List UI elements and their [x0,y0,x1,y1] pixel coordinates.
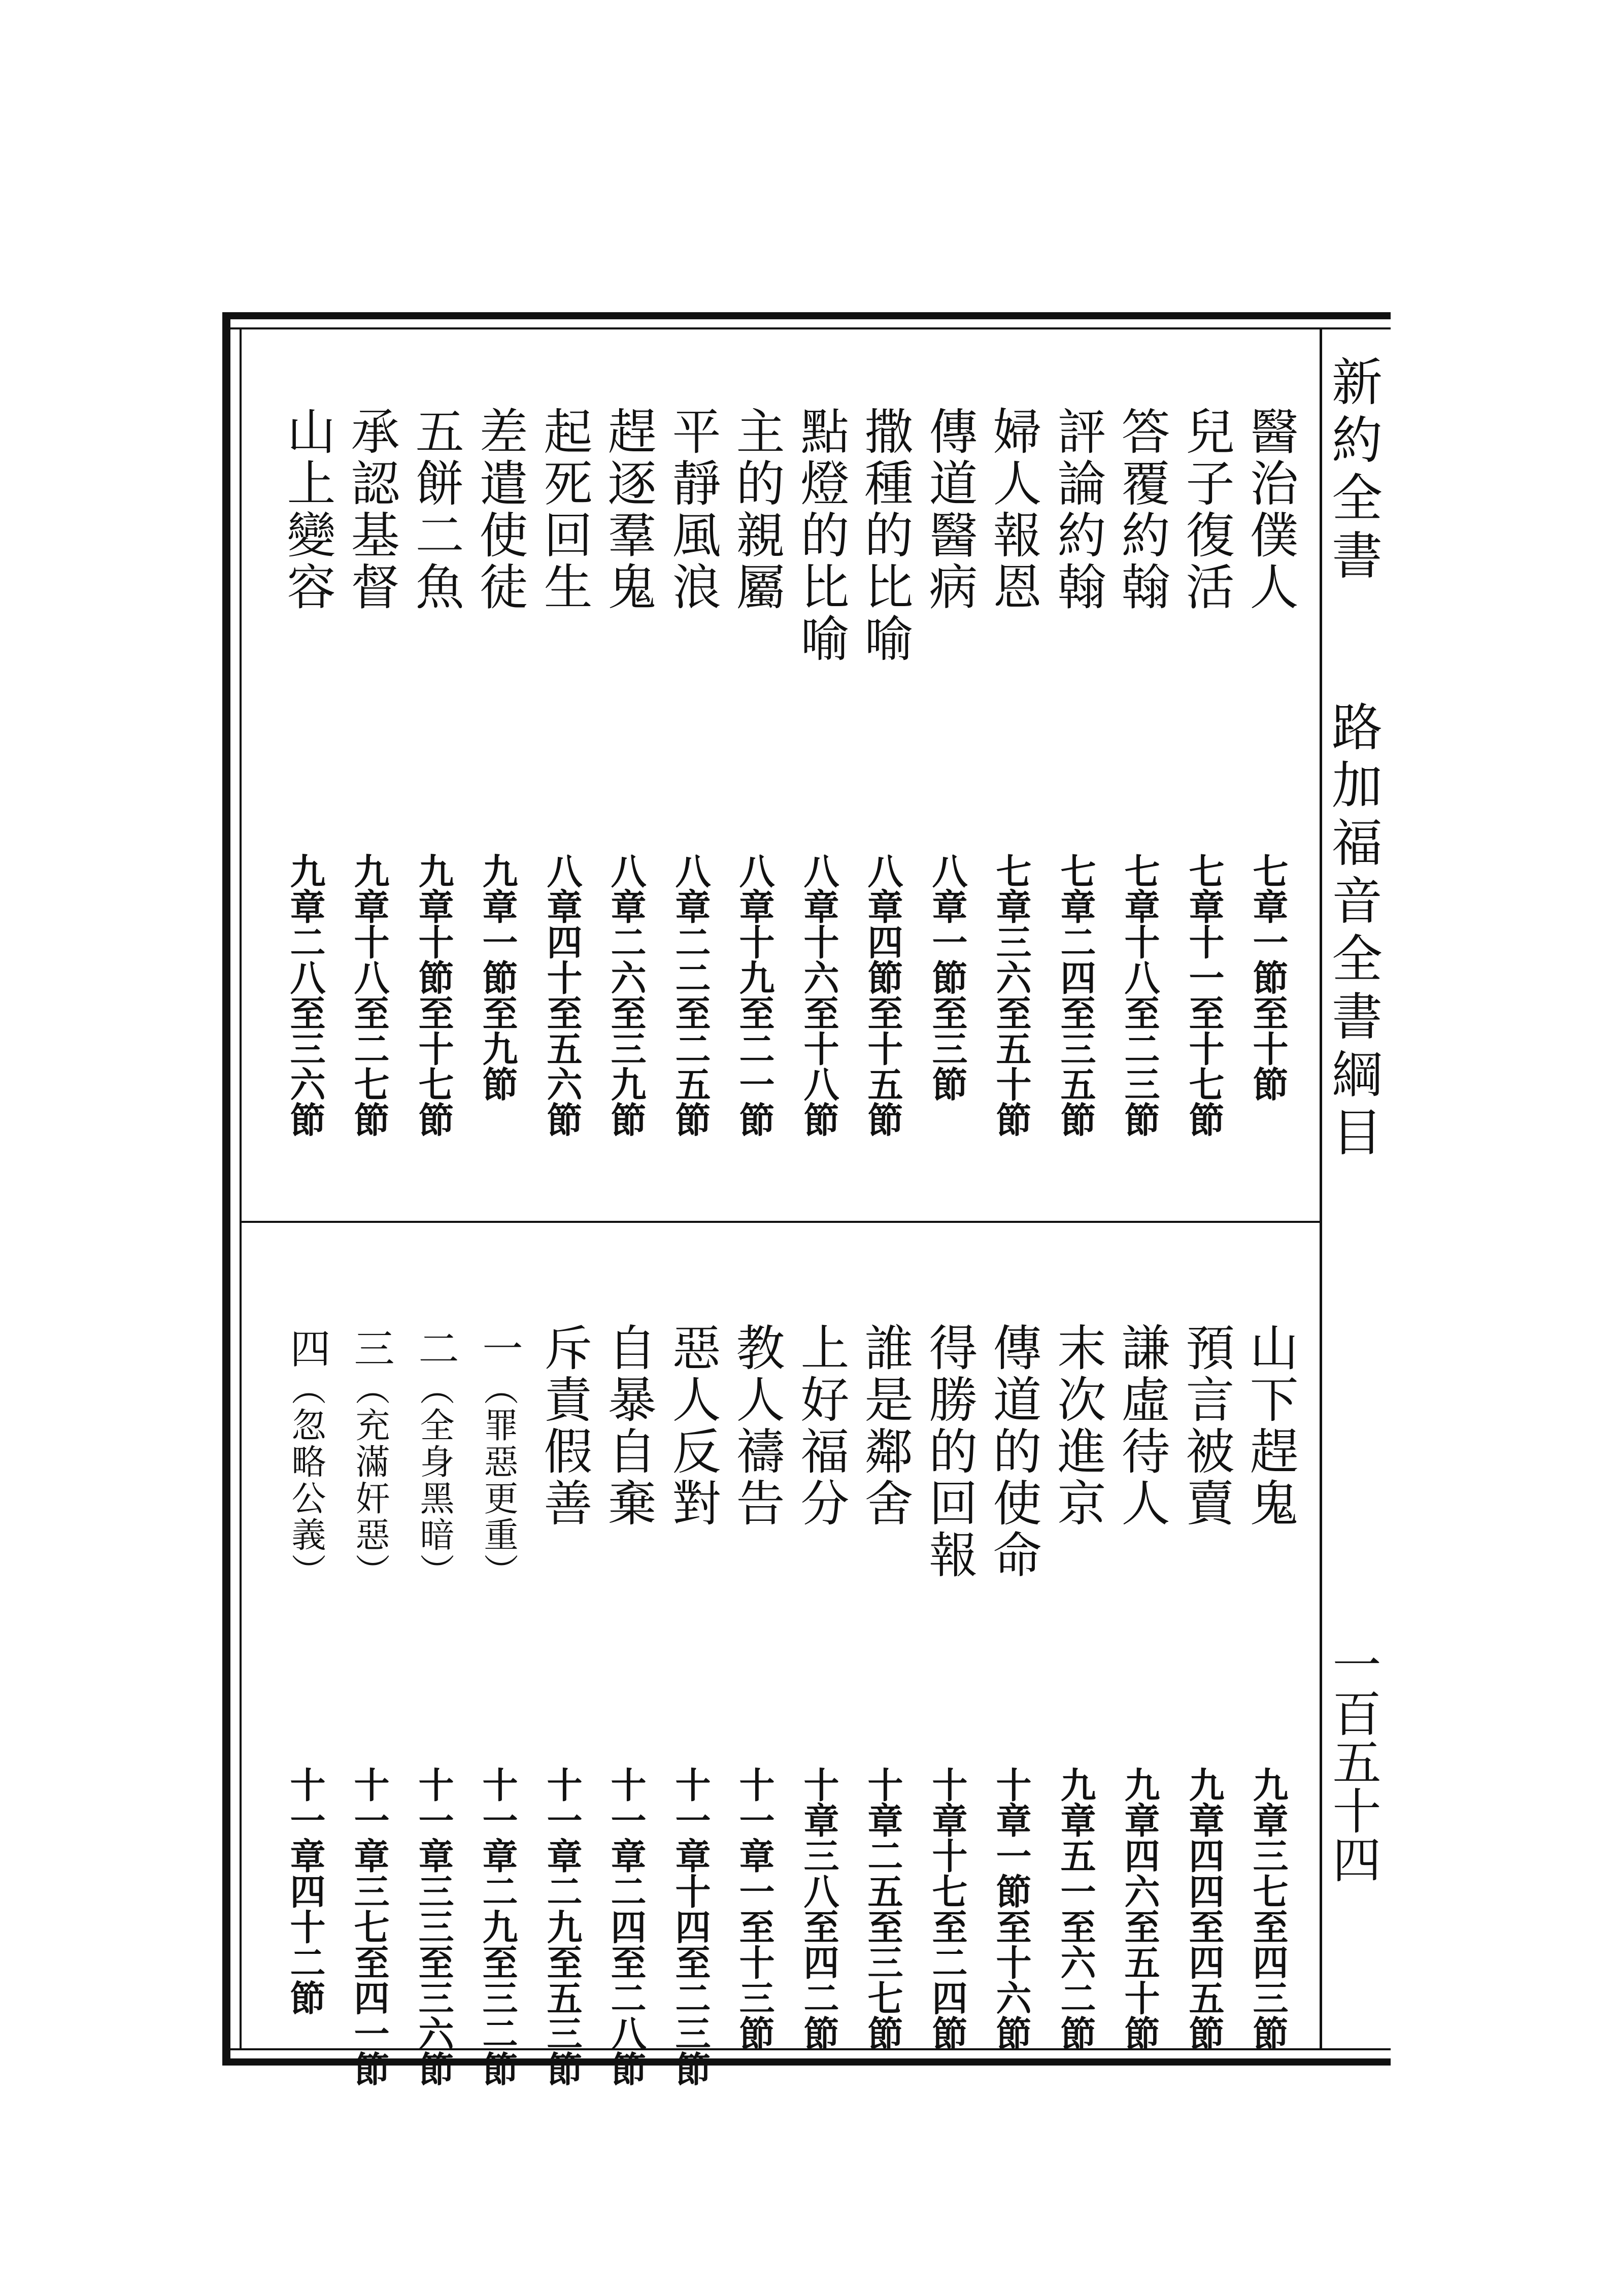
lower-entry-topic: 教人禱告 [728,1322,785,1529]
upper-entry-reference: 八章十九至二一節 [733,853,776,1137]
lower-entry-reference: 十章三八至四二節 [798,1767,840,2051]
book-title: 新約全書 [1323,355,1383,587]
upper-entry-topic: 差遣使徒 [471,406,528,613]
upper-entry-topic: 山上變容 [279,406,336,613]
upper-entry-reference: 七章二四至三五節 [1055,853,1097,1137]
upper-entry-topic: 起死回生 [536,406,593,613]
lower-entry-reference: 十一章三三至三六節 [413,1767,455,2086]
upper-entry-reference: 七章十一至十七節 [1183,853,1225,1137]
lower-entry-reference: 九章三七至四三節 [1247,1767,1289,2051]
lower-entry-topic: 山下趕鬼 [1242,1322,1299,1529]
upper-entry-topic: 醫治僕人 [1242,406,1299,613]
lower-entry-topic: 末次進京 [1050,1322,1106,1529]
section-title: 路加福音全書綱目 [1323,701,1383,1163]
upper-entry-reference: 八章二六至三九節 [605,853,647,1137]
header-divider [1320,327,1322,2050]
upper-entry-topic: 主的親屬 [728,406,785,613]
upper-entry-topic: 婦人報恩 [985,406,1042,613]
upper-entry-reference: 八章四節至十五節 [862,853,904,1137]
upper-entry-reference: 九章十八至二七節 [348,853,390,1137]
upper-entry-reference: 九章二八至三六節 [284,853,326,1137]
frame-bottom-rule [223,2058,1391,2066]
lower-entry-reference: 九章五一至六二節 [1055,1767,1097,2051]
frame-top-rule [223,312,1391,319]
lower-entry-reference: 十一章二四至二八節 [605,1767,647,2086]
upper-entry-topic: 趕逐羣鬼 [600,406,657,613]
upper-entry-topic: 承認基督 [343,406,400,613]
frame-left-rule [222,312,230,2066]
upper-entry-topic: 評論約翰 [1050,406,1106,613]
lower-entry-topic: 預言被賣 [1178,1322,1235,1529]
upper-entry-topic: 兒子復活 [1178,406,1235,613]
frame-top-rule-inner [223,327,1391,329]
upper-entry-reference: 七章十八至二三節 [1119,853,1161,1137]
lower-entry-numeral: 一 [476,1327,523,1368]
lower-entry-reference: 九章四四至四五節 [1183,1767,1225,2051]
lower-entry-reference: 十一章四十二節 [284,1767,326,2015]
lower-entry-reference: 十一章三七至四一節 [348,1767,390,2086]
lower-entry-reference: 十一章一至十三節 [733,1767,776,2051]
lower-entry-numeral: 四 [283,1327,330,1368]
page-number: 一百五十四 [1325,1640,1382,1883]
upper-entry-reference: 八章四十至五六節 [541,853,583,1137]
middle-divider [242,1221,1320,1223]
lower-entry-topic: 誰是鄰舍 [857,1322,914,1529]
lower-entry-topic: 謙虛待人 [1114,1322,1170,1529]
lower-entry-topic: 斥責假善 [536,1322,593,1529]
upper-entry-topic: 答覆約翰 [1114,406,1170,613]
lower-entry-reference: 十章一節至十六節 [990,1767,1032,2051]
lower-entry-numeral: 三 [347,1327,394,1368]
upper-entry-reference: 八章十六至十八節 [798,853,840,1137]
lower-entry-reference: 十一章二九至三二節 [477,1767,519,2086]
lower-entry-topic: （全身黑暗） [414,1371,454,1590]
lower-entry-reference: 十章十七至二四節 [926,1767,968,2051]
lower-entry-topic: 上好福分 [793,1322,850,1529]
lower-entry-reference: 九章四六至五十節 [1119,1767,1161,2051]
upper-entry-reference: 九章十節至十七節 [413,853,455,1137]
lower-entry-numeral: 二 [412,1327,459,1368]
upper-entry-reference: 九章一節至九節 [477,853,519,1102]
frame-left-rule-inner [240,327,242,2050]
lower-entry-topic: （忽略公義） [286,1371,326,1590]
lower-entry-reference: 十章二五至三七節 [862,1767,904,2051]
upper-entry-topic: 傳道醫病 [921,406,978,613]
lower-entry-topic: 自暴自棄 [600,1322,657,1529]
lower-entry-reference: 十一章二九至五三節 [541,1767,583,2086]
upper-entry-reference: 七章一節至十節 [1247,853,1289,1102]
lower-entry-reference: 十一章十四至二三節 [669,1767,712,2086]
lower-entry-topic: 得勝的回報 [921,1322,978,1581]
lower-entry-topic: 傳道的使命 [985,1322,1042,1581]
upper-entry-topic: 點燈的比喻 [793,406,850,665]
upper-entry-reference: 七章三六至五十節 [990,853,1032,1137]
upper-entry-reference: 八章二二至二五節 [669,853,712,1137]
lower-entry-topic: （罪惡更重） [478,1371,518,1590]
lower-entry-topic: （充滿奸惡） [350,1371,390,1590]
lower-entry-topic: 惡人反對 [664,1322,721,1529]
upper-entry-topic: 撒種的比喻 [857,406,914,665]
upper-entry-topic: 平靜風浪 [664,406,721,613]
upper-entry-topic: 五餅二魚 [408,406,464,613]
upper-entry-reference: 八章一節至三節 [926,853,968,1102]
